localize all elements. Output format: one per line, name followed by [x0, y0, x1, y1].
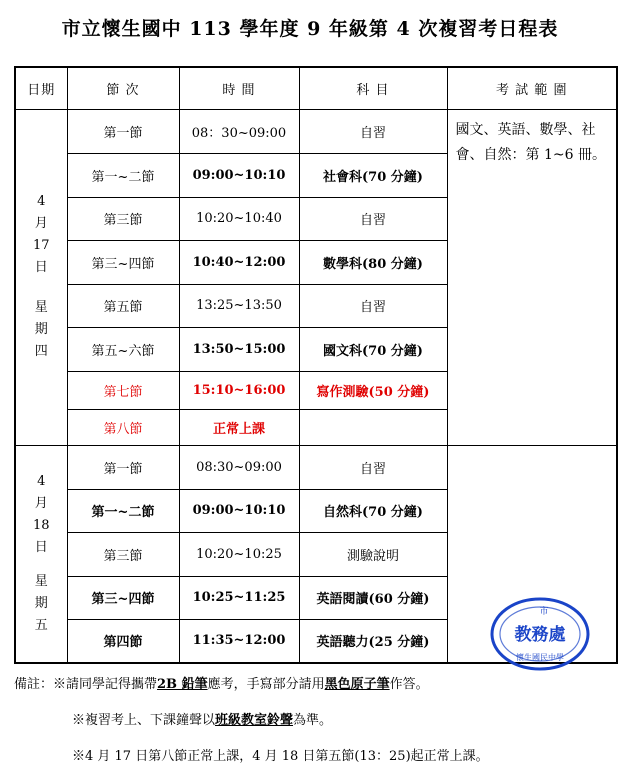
day1-line: 日: [34, 260, 48, 275]
day1-line: 期: [34, 322, 48, 337]
header-date: 日期: [15, 67, 67, 109]
school-seal-stamp: [488, 594, 592, 674]
time-cell: 11:35~12:00: [179, 619, 299, 663]
period-cell: 第七節: [67, 371, 179, 409]
note-line-3: ※4 月 17 日第八節正常上課，4 月 18 日第五節(13：25)起正常上課。: [72, 749, 489, 764]
day1-date-cell: [15, 109, 67, 445]
subject-cell: 自習: [299, 109, 447, 153]
day2-line: 日: [34, 539, 48, 555]
day1-line: 4: [37, 194, 46, 209]
subject-cell: 自然科(70 分鐘): [299, 489, 447, 532]
day2-line: 月: [34, 495, 48, 511]
note1-mid: 應考，手寫部分請用: [207, 677, 325, 692]
note1-prefix: 備註：※請同學記得攜帶: [14, 677, 158, 692]
time-cell: 10:25~11:25: [179, 576, 299, 619]
day1-line: 17: [32, 238, 50, 253]
period-cell: 第三節: [67, 197, 179, 240]
subject-cell: 寫作測驗(50 分鐘): [299, 371, 447, 409]
day1-line: 星: [34, 300, 48, 315]
period-cell: 第四節: [67, 619, 179, 663]
note2-suffix: 為準。: [293, 713, 333, 728]
time-cell: 13:50~15:00: [179, 327, 299, 371]
day2-line: 期: [34, 595, 48, 611]
day2-line: 星: [34, 573, 48, 589]
subject-cell: 自習: [299, 284, 447, 327]
header-period: 節 次: [67, 67, 179, 109]
note1-suffix: 作答。: [389, 677, 429, 692]
note-line-1: [14, 676, 429, 694]
table-row: [15, 109, 617, 153]
period-cell: 第一節: [67, 445, 179, 489]
period-cell: 第五~六節: [67, 327, 179, 371]
time-cell: 10:20~10:40: [179, 197, 299, 240]
day2-line: [16, 559, 67, 571]
note1-pen: 黑色原子筆: [324, 677, 390, 692]
seal-top-text: 市: [539, 607, 549, 617]
schedule-table: [14, 66, 618, 664]
page-title: 市立懷生國中 113 學年度 9 年級第 4 次複習考日程表: [61, 18, 559, 40]
time-cell: 13:25~13:50: [179, 284, 299, 327]
period-cell: 第一~二節: [67, 153, 179, 197]
subject-cell: 英語閱讀(60 分鐘): [299, 576, 447, 619]
day2-date-cell: [15, 445, 67, 663]
note1-pencil: 2B 鉛筆: [157, 677, 208, 692]
seal-center-text: 教務處: [514, 625, 566, 645]
day1-line: 四: [34, 344, 48, 359]
subject-cell: 社會科(70 分鐘): [299, 153, 447, 197]
subject-cell: 自習: [299, 445, 447, 489]
header-time: 時 間: [179, 67, 299, 109]
day1-line: 月: [34, 216, 48, 231]
day1-line: [16, 279, 67, 297]
period-cell: 第一~二節: [67, 489, 179, 532]
subject-cell: [299, 409, 447, 445]
time-cell: 15:10~16:00: [179, 371, 299, 409]
time-cell: 08:30~09:00: [179, 445, 299, 489]
day2-line: 18: [32, 517, 50, 533]
subject-cell: 自習: [299, 197, 447, 240]
period-cell: 第一節: [67, 109, 179, 153]
subject-cell: 數學科(80 分鐘): [299, 240, 447, 284]
header-row: [15, 67, 617, 109]
seal-bottom-text: 懷生國民中學: [516, 653, 564, 662]
subject-cell: 測驗說明: [299, 532, 447, 576]
note2-bell: 班級教室鈴聲: [215, 713, 294, 728]
subject-cell: 英語聽力(25 分鐘): [299, 619, 447, 663]
time-cell: 10:20~10:25: [179, 532, 299, 576]
day2-line: 4: [37, 473, 46, 489]
period-cell: 第三~四節: [67, 240, 179, 284]
header-subject: 科 目: [299, 67, 447, 109]
time-cell: 正常上課: [179, 409, 299, 445]
time-cell: 08：30~09:00: [179, 109, 299, 153]
period-cell: 第三~四節: [67, 576, 179, 619]
table-row: [15, 445, 617, 489]
time-cell: 10:40~12:00: [179, 240, 299, 284]
period-cell: 第八節: [67, 409, 179, 445]
note2-prefix: ※複習考上、下課鐘聲以: [72, 713, 216, 728]
exam-scope-cell: 國文、英語、數學、社會、自然：第 1~6 冊。: [447, 109, 617, 445]
period-cell: 第五節: [67, 284, 179, 327]
day2-line: 五: [34, 617, 48, 633]
note-line-2: [72, 712, 332, 730]
header-scope: 考 試 範 圍: [447, 67, 617, 109]
subject-cell: 國文科(70 分鐘): [299, 327, 447, 371]
time-cell: 09:00~10:10: [179, 489, 299, 532]
time-cell: 09:00~10:10: [179, 153, 299, 197]
period-cell: 第三節: [67, 532, 179, 576]
